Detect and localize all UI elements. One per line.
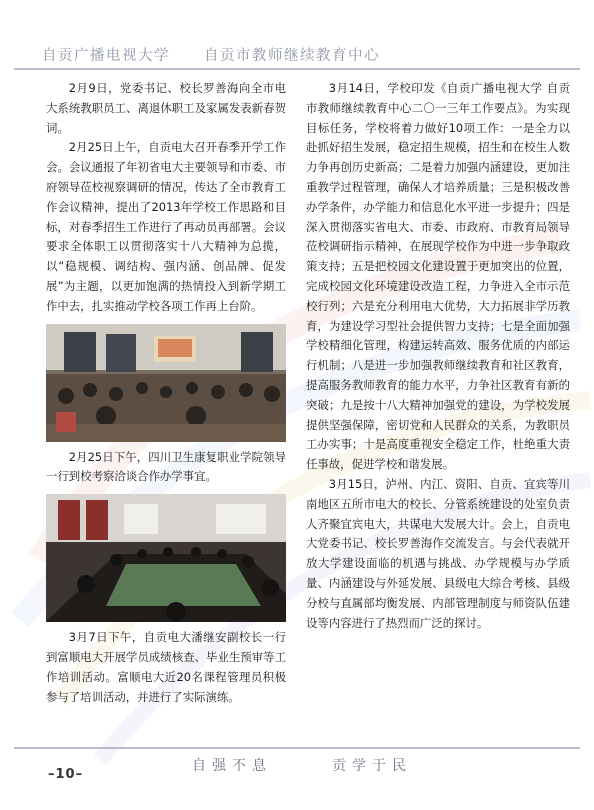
left-column — [46, 79, 286, 707]
news-paragraph: 3月15日，泸州、内江、资阳、自贡、宜宾等川南地区五所市电大的校长、分管系统建设的处室负责人齐聚宜宾电大，共谋电大发展大计。会上，自贡电大党委书记、校长罗善海作交流发言。与会代表就开放大学建设面临的机遇与挑战、办学规模与办学质量、内涵建设与外延发展、县级电大综合考核、县级分校与直属部均衡发展、内部管理制度与师资队伍建设等内容进行了热烈而广泛的探讨。 — [306, 476, 570, 630]
page-number: –10– — [48, 767, 84, 782]
header-title-left: 自贡广播电视大学 — [42, 48, 170, 64]
header-divider — [14, 68, 580, 70]
header-title-right: 自贡市教师继续教育中心 — [204, 48, 380, 64]
meeting-photo-2 — [46, 494, 286, 622]
page-header — [14, 38, 580, 74]
news-paragraph: 3月14日，学校印发《自贡广播电视大学 自贡市教师继续教育中心二〇一三年工作要点》。为实现目标任务，学校将着力做好10项工作：一是全力以赴抓好招生发展，稳定招生规模，招生和在校生人数力争再创历史新高；二是着力加强内涵建设，更加注重教学过程管理，确保人才培养质量；三是积极改善办学条件，办学能力和信息化水平进一步提升；四是深入贯彻落实省电大、市委、市政府、市教育局领导莅校调研指示精神，在展现学校作为中进一步争取政策支持；五是把校园文化建设置于更加突出的位置，完成校园文化环境建设改造工程，力争进入全市示范校行列；六是充分利用电大优势，大力拓展非学历教育，为建设学习型社会提供智力支持；七是全面加强学校精细化管理，构建运转高效、服务优质的内部运行机制；八是进一步加强教师继续教育和社区教育，提高服务教师教育的能力水平，力争社区教育有新的突破；九是按十八大精神加强党的建设，为学校发展提供坚强保障，密切党和人民群众的关系，为教职员工办实事；十是高度重视安全稳定工作，杜绝重大责任事故，促进学校和谐发展。 — [306, 81, 570, 472]
footer-motto-left: 自强不息 — [192, 758, 272, 774]
right-column — [306, 79, 570, 633]
news-paragraph: 2月25日上午，自贡电大召开春季开学工作会。会议通报了年初省电大主要领导和市委、市府领导莅校视察调研的情况，传达了全市教育工作会议精神，提出了2013年学校工作思路和目标，对春季招生工作进行了再动员再部署。会议要求全体职工以贯彻落实十八大精神为总揽，以“稳规模、调结构、强内涵、创品牌、促发展”为主题，以更加饱满的热情投入到新学期工作中去，扎实推动学校各项工作再上台阶。 — [46, 140, 286, 313]
meeting-photo-1 — [46, 324, 286, 442]
news-paragraph: 2月9日，党委书记、校长罗善海向全市电大系统教职员工、离退休职工及家属发表新春贺词。 — [46, 81, 286, 135]
news-paragraph: 2月25日下午，四川卫生康复职业学院领导一行到校考察洽谈合作办学事宜。 — [46, 449, 286, 484]
footer-motto-right: 贡学于民 — [332, 758, 412, 774]
page-footer — [14, 747, 580, 797]
news-paragraph: 3月7日下午，自贡电大潘继安副校长一行到富顺电大开展学员成绩核查、毕业生预审等工作培训活动。富顺电大近20名课程管理员积极参与了培训活动，并进行了实际演练。 — [46, 630, 286, 704]
footer-divider — [14, 747, 580, 749]
